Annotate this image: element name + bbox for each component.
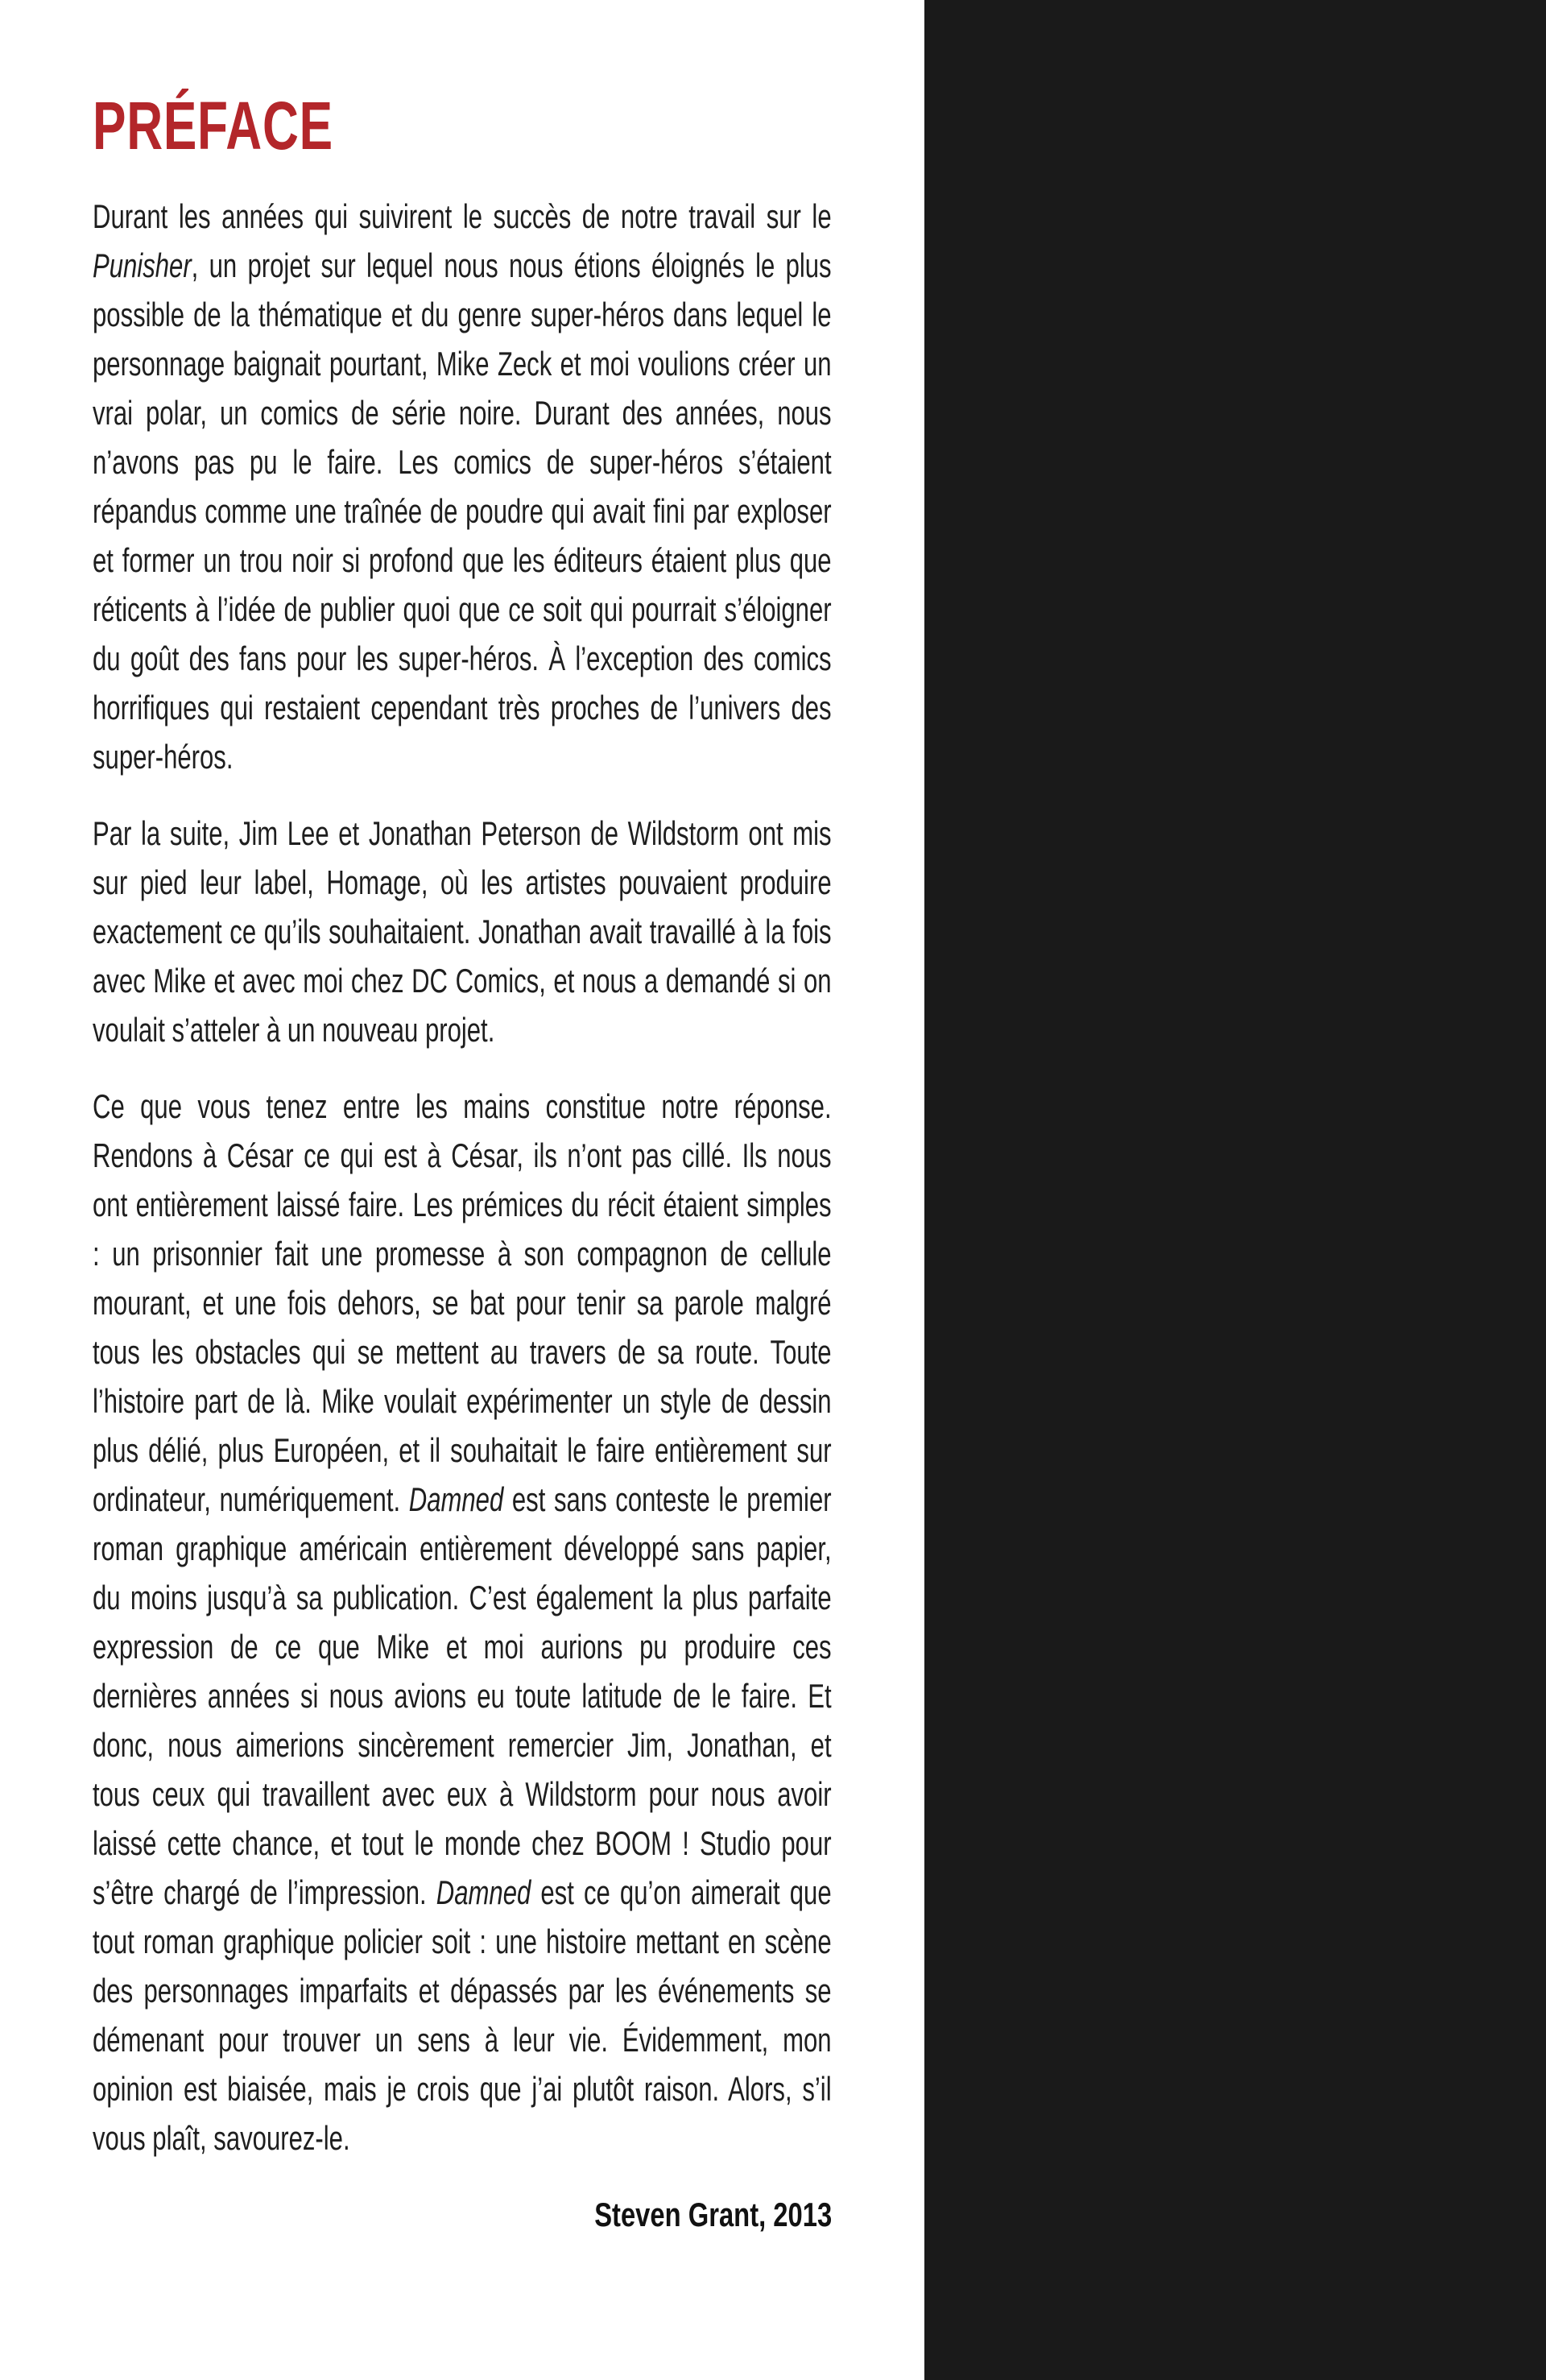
text-run: , un projet sur lequel nous nous étions éloignés le plus possible de la thématique et du genre super-héros dans lequel le personnage baignait pourtant, Mike Zeck et moi voulions créer un vrai polar, un comics de série noire. Durant des années, nous n’avons pas pu le faire. Les comics de super-héros s’étaient répandus comme une traînée de poudre qui avait fini par exploser et former un trou noir si profond que les éditeurs étaient plus que réticents à l’idée de publier quoi que ce soit qui pourrait s’éloigner du goût des fans pour les super-héros. À l’exception des comics horrifiques qui restaient cependant très proches de l’univers des super-héros.: [93, 246, 832, 776]
text-run: Ce que vous tenez entre les mains constitue notre réponse. Rendons à César ce qui est à César, ils n’ont pas cillé. Ils nous ont entièrement laissé faire. Les prémices du récit étaient simples : un prisonnier fait une promesse à son compagnon de cellule mourant, et une fois dehors, se bat pour tenir sa parole malgré tous les obstacles qui se mettent au travers de sa route. Toute l’histoire part de là. Mike voulait expérimenter un style de dessin plus délié, plus Européen, et il souhaitait le faire entièrement sur ordinateur, numériquement.: [93, 1087, 832, 1518]
italic-title-run: Damned: [408, 1480, 504, 1518]
signature-row: [93, 2190, 832, 2239]
preface-paragraph-3: [93, 1082, 832, 2163]
preface-paragraph-2: [93, 809, 832, 1054]
author-signature: Steven Grant, 2013: [594, 2196, 832, 2233]
preface-content: [93, 87, 832, 2239]
text-run: Durant les années qui suivirent le succès de notre travail sur le: [93, 197, 832, 235]
italic-title-run: Damned: [436, 1873, 531, 1911]
page-title: PRÉFACE: [93, 88, 333, 163]
italic-title-run: Punisher: [93, 246, 192, 284]
dark-side-panel: [924, 0, 1546, 2380]
text-run: Par la suite, Jim Lee et Jonathan Peterson de Wildstorm ont mis sur pied leur label, Homage, où les artistes pouvaient produire exactement ce qu’ils souhaitaient. Jonathan avait travaillé à la fois avec Mike et avec moi chez DC Comics, et nous a demandé si on voulait s’atteler à un nouveau projet.: [93, 814, 832, 1049]
text-run: est sans conteste le premier roman graphique américain entièrement développé sans papier, du moins jusqu’à sa publication. C’est également la plus parfaite expression de ce que Mike et moi aurions pu produire ces dernières années si nous avions eu toute latitude de le faire. Et donc, nous aimerions sincèrement remercier Jim, Jonathan, et tous ceux qui travaillent avec eux à Wildstorm pour nous avoir laissé cette chance, et tout le monde chez BOOM ! Studio pour s’être chargé de l’impression.: [93, 1480, 832, 1911]
text-run: est ce qu’on aimerait que tout roman graphique policier soit : une histoire mettant en scène des personnages imparfaits et dépassés par les événements se démenant pour trouver un sens à leur vie. Évidemment, mon opinion est biaisée, mais je crois que j’ai plutôt raison. Alors, s’il vous plaît, savourez-le.: [93, 1873, 832, 2157]
preface-paragraph-1: [93, 192, 832, 781]
